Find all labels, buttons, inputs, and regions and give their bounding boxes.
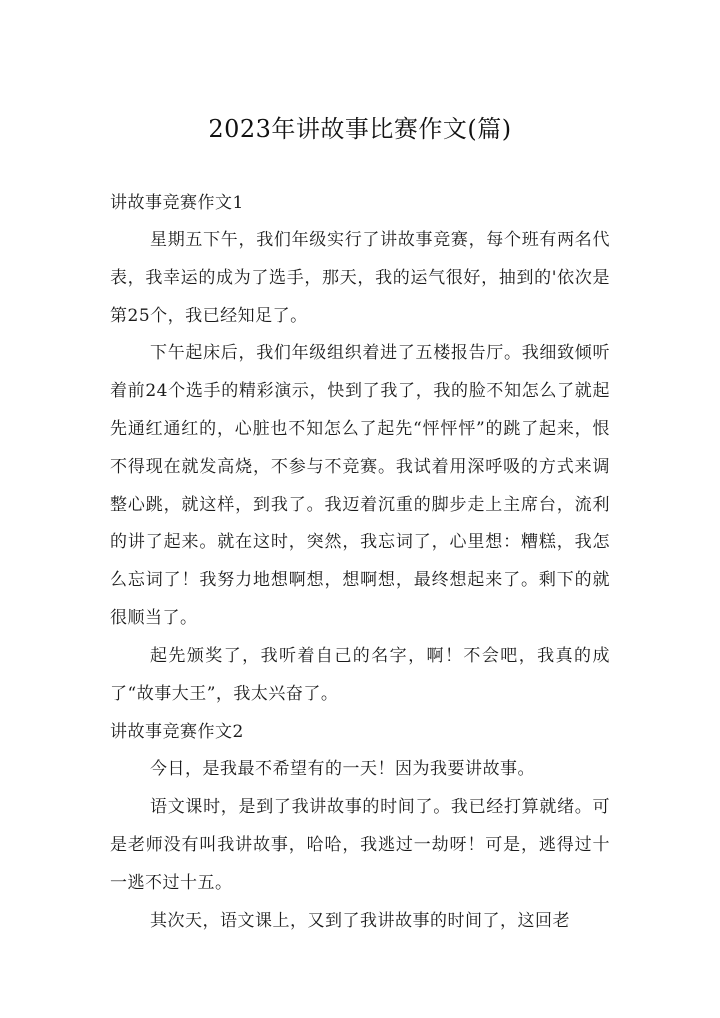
paragraph: 语文课时，是到了我讲故事的时间了。我已经打算就绪。可是老师没有叫我讲故事，哈哈，我逃过一劫呀！可是，逃得过十一逃不过十五。 xyxy=(110,797,610,893)
paragraph: 星期五下午，我们年级实行了讲故事竞赛，每个班有两名代表，我幸运的成为了选手，那天，我的运气很好，抽到的'依次是第25个，我已经知足了。 xyxy=(110,230,610,326)
paragraph: 起先颁奖了，我听着自己的名字，啊！不会吧，我真的成了“故事大王”，我太兴奋了。 xyxy=(110,645,610,704)
section-2 xyxy=(110,713,610,940)
paragraph: 今日，是我最不希望有的一天！因为我要讲故事。 xyxy=(150,759,535,780)
paragraph: 下午起床后，我们年级组织着进了五楼报告厅。我细致倾听着前24个选手的精彩演示，快到了我了，我的脸不知怎么了就起先通红通红的，心脏也不知怎么了起先“怦怦怦”的跳了起来，恨不得现在就发高烧，不参与不竞赛。我试着用深呼吸的方式来调整心跳，就这样，到我了。我迈着沉重的脚步走上主席台，流利的讲了起来。就在这时，突然，我忘词了，心里想：糟糕，我怎么忘词了！我努力地想啊想，想啊想，最终想起来了。剩下的就很顺当了。 xyxy=(110,343,610,628)
section-1 xyxy=(110,184,610,713)
paragraph: 其次天，语文课上，又到了我讲故事的时间了，这回老 xyxy=(150,910,570,931)
section-heading: 讲故事竞赛作文1 xyxy=(110,193,244,213)
section-heading: 讲故事竞赛作文2 xyxy=(110,722,244,743)
document-body xyxy=(110,112,610,940)
document-title: 2023年讲故事比赛作文(篇) xyxy=(208,115,512,143)
